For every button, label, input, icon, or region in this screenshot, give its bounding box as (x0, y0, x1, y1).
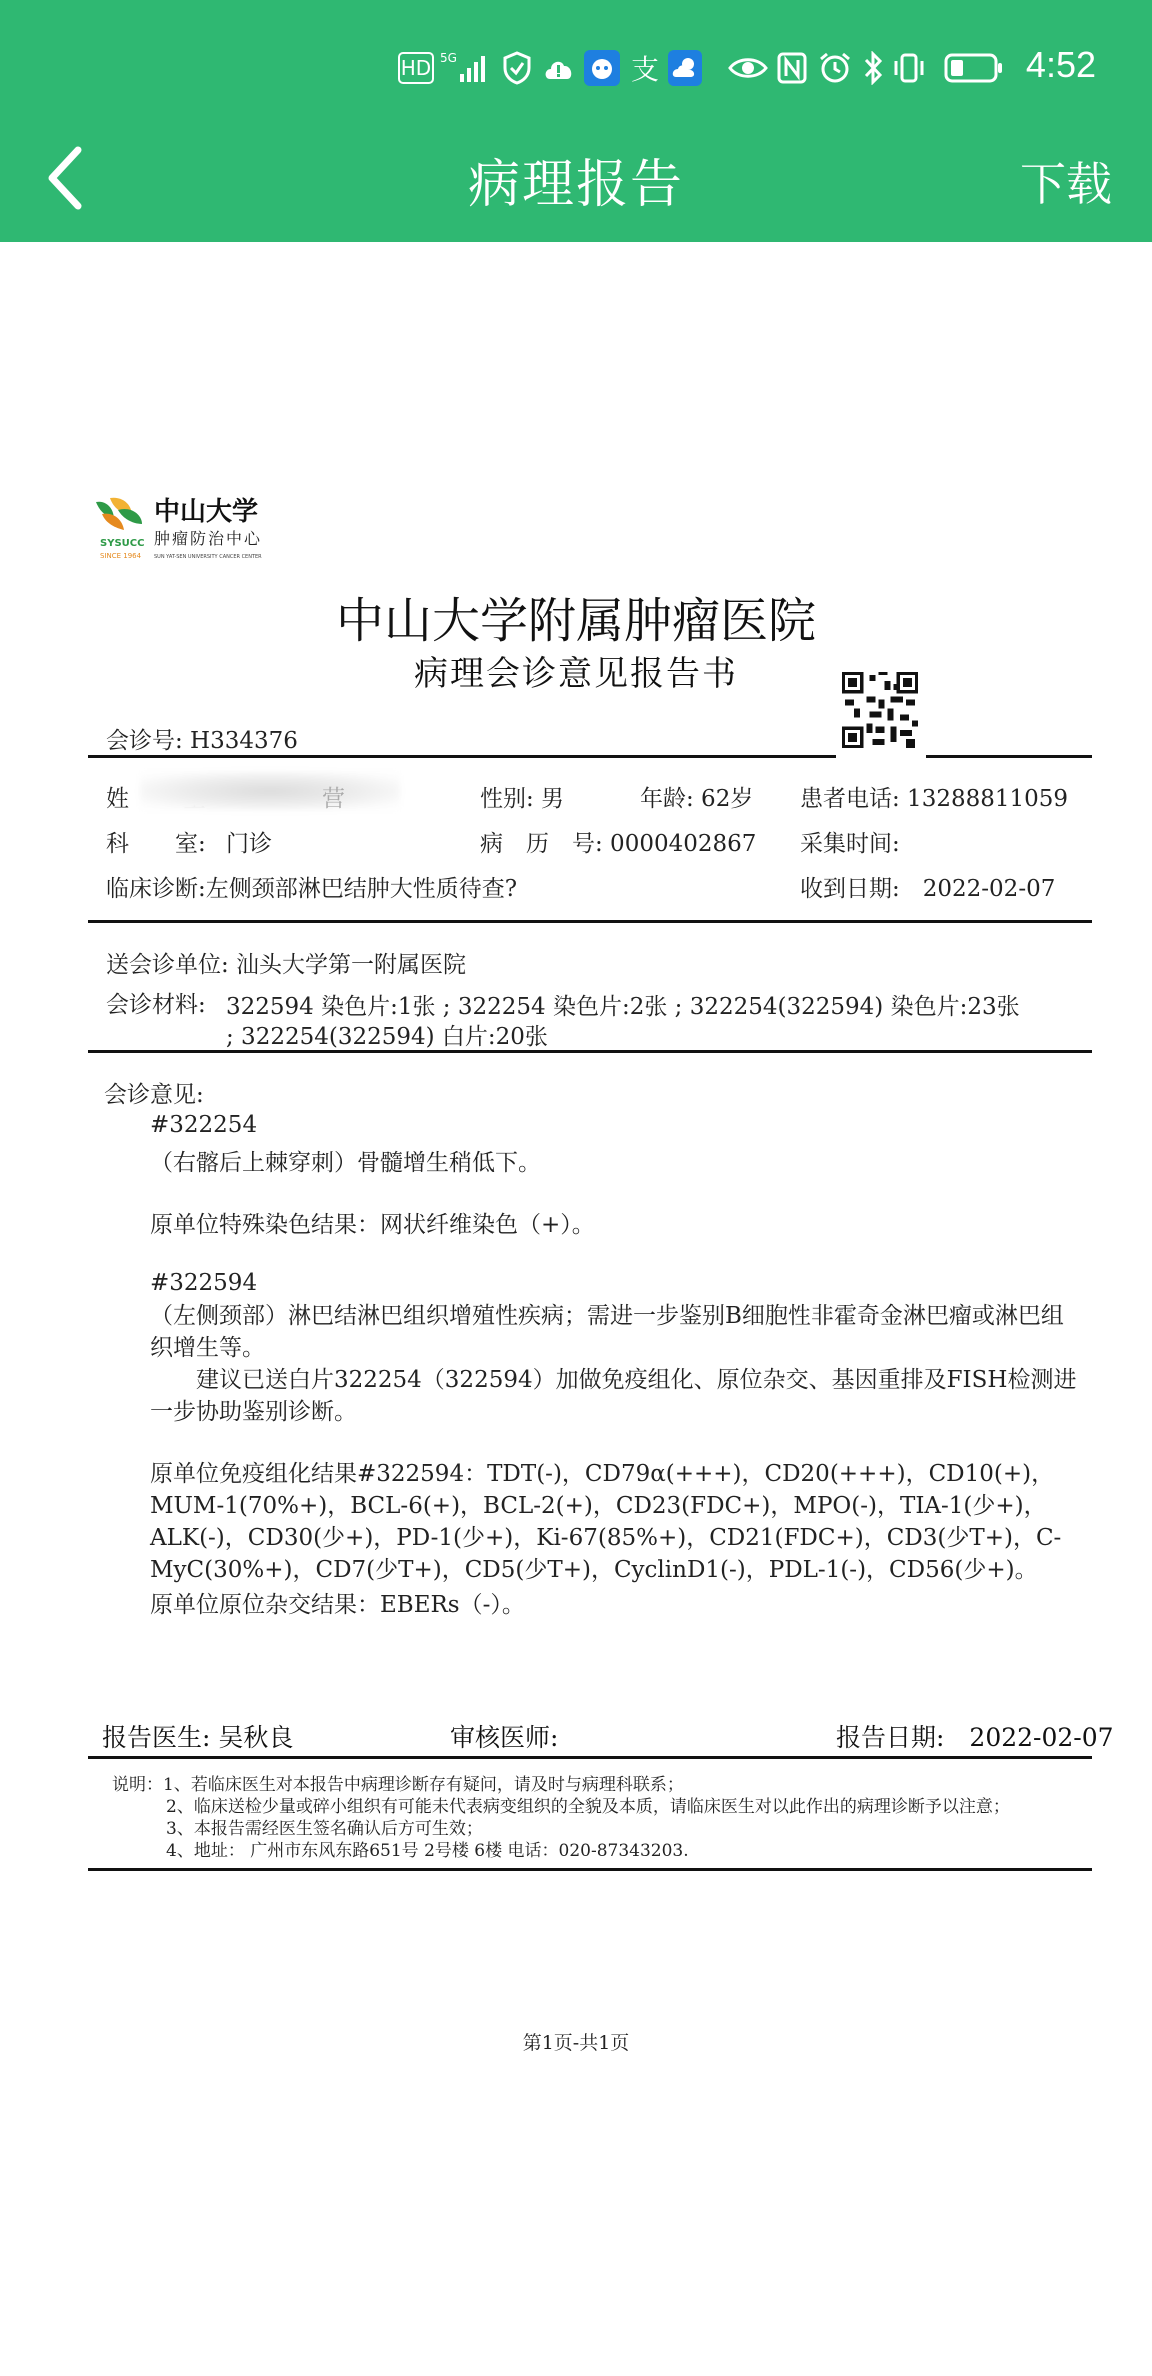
report-document (0, 242, 1152, 2376)
reviewer: 审核医师: (450, 1723, 559, 1752)
divider (88, 920, 1092, 923)
bluetooth-icon (860, 50, 886, 86)
signal-5g-icon (438, 50, 488, 86)
svg-text:中山大学: 中山大学 (154, 497, 259, 527)
ihc-results: 原单位免疫组化结果#322594：TDT(-)，CD79α(+++)，CD20(+++)，CD10(+)，MUM-1(70%+)，BCL-6(+)，BCL-2(+)，CD23(FDC+)，MPO(-)，TIA-1(少+)，ALK(-)，CD30(少+)，PD-1(少+)，Ki-67(85%+)，CD21(FDC+)，CD3(少T+)，C-MyC(30%+)，CD7(少T+)，CD5(少T+)，CyclinD1(-)，PDL-1(-)，CD56(少+)。 (150, 1461, 1062, 1583)
divider (88, 755, 836, 758)
record-number: 病 历 号: 0000402867 (480, 831, 757, 857)
gender-field: 性别: 男 (480, 786, 565, 812)
status-bar (0, 0, 1152, 130)
page-indicator: 第1页-共1页 (522, 2032, 630, 2054)
case2-suggest: 建议已送白片322254（322594）加做免疫组化、原位杂交、基因重排及FISH检测进一步协助鉴别诊断。 (150, 1367, 1077, 1425)
name-redaction (140, 772, 400, 810)
shield-icon (500, 50, 534, 86)
alipay-icon (628, 50, 664, 86)
svg-text:肿瘤防治中心: 肿瘤防治中心 (154, 529, 263, 548)
divider (88, 1050, 1092, 1053)
name-label: 姓 (106, 786, 129, 812)
report-doctor: 报告医生: 吴秋良 (102, 1723, 294, 1752)
nfc-icon (776, 50, 808, 86)
svg-text:SYSUCC: SYSUCC (100, 538, 145, 549)
case1-stain: 原单位特殊染色结果：网状纤维染色（+）。 (150, 1212, 595, 1238)
alarm-icon (818, 50, 852, 86)
divider (88, 1756, 1092, 1759)
eye-icon (728, 50, 768, 86)
qr-code (842, 672, 918, 748)
divider (88, 1868, 1092, 1871)
battery-icon (944, 50, 1004, 86)
note-line: 2、临床送检少量或碎小组织有可能未代表病变组织的全貌及本质，请临床医生对以此作出的病理诊断予以注意； (166, 1797, 1010, 1817)
consult-number: 会诊号: H334376 (106, 728, 298, 754)
note-line: 3、本报告需经医生签名确认后方可生效； (166, 1819, 483, 1839)
download-button[interactable]: 下载 (1020, 157, 1112, 211)
svg-text:SINCE 1964: SINCE 1964 (100, 552, 142, 560)
page-title: 病理报告 (467, 155, 684, 215)
svg-text:5G: 5G (440, 51, 457, 65)
phone-field: 患者电话: 13288811059 (800, 786, 1069, 812)
report-date: 报告日期: 2022-02-07 (836, 1723, 1114, 1752)
material-line-1: 322594 染色片:1张 ; 322254 染色片:2张 ; 322254(322594) 染色片:23张 (226, 994, 1020, 1020)
status-time: 4:52 (1025, 44, 1096, 85)
name-char: 营 (322, 786, 345, 812)
sysucc-logo-icon (92, 492, 282, 562)
clinical-diagnosis: 临床诊断:左侧颈部淋巴结肿大性质待查? (106, 876, 518, 902)
note-line: 说明：1、若临床医生对本报告中病理诊断存有疑问，请及时与病理科联系； (112, 1775, 684, 1795)
age-field: 年龄: 62岁 (640, 786, 754, 812)
hospital-name: 中山大学附属肿瘤医院 (335, 593, 816, 649)
hd-icon: HD (398, 52, 434, 84)
report-subtitle: 病理会诊意见报告书 (414, 654, 738, 694)
app-robot-icon (584, 50, 620, 86)
svg-text:SUN YAT-SEN UNIVERSITY CANCER: SUN YAT-SEN UNIVERSITY CANCER CENTER (154, 554, 262, 560)
case2-id: #322594 (150, 1270, 258, 1296)
received-date: 收到日期: 2022-02-07 (800, 876, 1056, 902)
dept-label: 科 室: (106, 831, 206, 857)
opinion-label: 会诊意见: (104, 1082, 204, 1108)
sender-unit: 送会诊单位: 汕头大学第一附属医院 (106, 952, 467, 978)
material-line-2: ; 322254(322594) 白片:20张 (226, 1024, 548, 1050)
vibrate-icon (892, 50, 926, 86)
hospital-logo (92, 492, 282, 562)
note-line: 4、地址： 广州市东风东路651号 2号楼 6楼 电话：020-87343203. (166, 1841, 689, 1861)
case1-id: #322254 (150, 1112, 258, 1138)
app-header (0, 0, 1152, 242)
divider (926, 755, 1092, 758)
cloud-alert-icon (542, 50, 576, 86)
ish-results: 原单位原位杂交结果：EBERs（-）。 (150, 1592, 525, 1618)
material-label: 会诊材料: (106, 992, 206, 1018)
case1-text: （右髂后上棘穿刺）骨髓增生稍低下。 (150, 1150, 541, 1176)
collect-time: 采集时间: (800, 831, 900, 857)
weather-icon (668, 50, 702, 86)
dept-value: 门诊 (226, 831, 272, 857)
svg-text:支: 支 (631, 53, 660, 85)
case2-text: （左侧颈部）淋巴结淋巴组织增殖性疾病；需进一步鉴别B细胞性非霍奇金淋巴瘤或淋巴组织增生等。 (150, 1303, 1064, 1361)
